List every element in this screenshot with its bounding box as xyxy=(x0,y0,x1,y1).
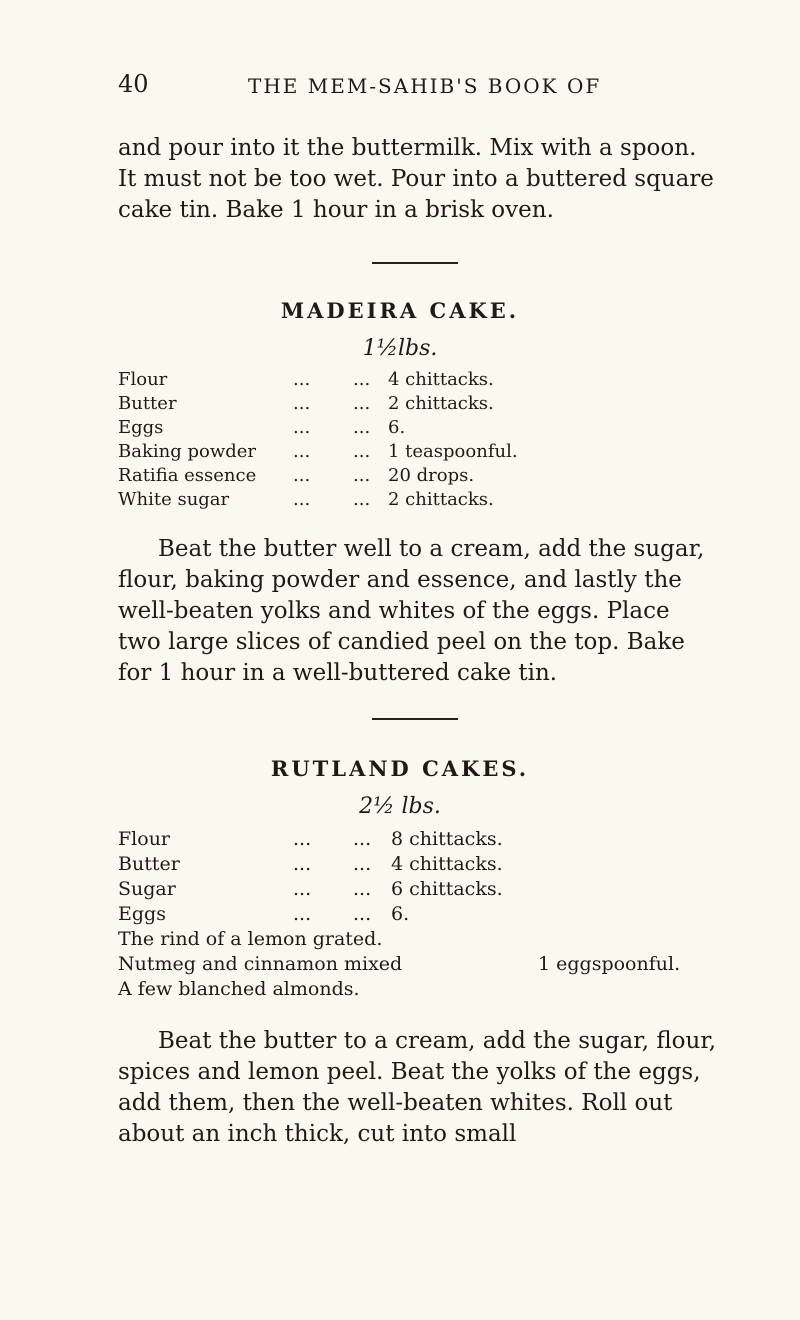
ingredient-quantity: 4 chittacks. xyxy=(391,853,503,875)
ingredient-quantity: 6. xyxy=(388,417,406,438)
ingredient-line xyxy=(118,928,738,953)
ingredient-row xyxy=(118,441,738,465)
intro-paragraph: and pour into it the buttermilk. Mix with a spoon. It must not be too wet. Pour into a buttered square cake tin. Bake 1 hour in a brisk oven. xyxy=(118,135,714,223)
ingredient-row xyxy=(118,853,738,878)
ingredient-row xyxy=(118,369,738,393)
leader-dots: ... xyxy=(353,853,372,875)
ingredient-name: White sugar xyxy=(118,489,230,510)
running-head: THE MEM-SAHIB'S BOOK OF xyxy=(248,74,602,98)
madeira-yield: 1½lbs. xyxy=(362,336,438,361)
ingredient-row xyxy=(118,393,738,417)
leader-dots: ... xyxy=(293,489,311,510)
madeira-title: MADEIRA CAKE. xyxy=(280,298,520,323)
ingredient-name: Eggs xyxy=(118,417,164,438)
leader-dots: ... xyxy=(293,441,311,462)
ingredient-name: Eggs xyxy=(118,903,166,925)
ingredient-row xyxy=(118,903,738,928)
ingredient-line xyxy=(118,978,738,1003)
rutland-yield: 2½ lbs. xyxy=(359,794,441,819)
ingredient-quantity: 8 chittacks. xyxy=(391,828,503,850)
leader-dots: ... xyxy=(353,903,372,925)
rutland-ingredient-list xyxy=(118,828,738,1003)
leader-dots: ... xyxy=(293,393,311,414)
ingredient-quantity: 2 chittacks. xyxy=(388,489,494,510)
ingredient-quantity: 6. xyxy=(391,903,410,925)
leader-dots: ... xyxy=(353,465,371,486)
ingredient-name: Baking powder xyxy=(118,441,257,462)
leader-dots: ... xyxy=(353,489,371,510)
leader-dots: ... xyxy=(293,465,311,486)
ingredient-quantity: 2 chittacks. xyxy=(388,393,494,414)
ingredient-quantity: 20 drops. xyxy=(388,465,475,486)
madeira-ingredient-list xyxy=(118,369,738,513)
ingredient-name: Butter xyxy=(118,393,177,414)
ingredient-row xyxy=(118,828,738,853)
ingredient-quantity: 1 eggspoonful. xyxy=(538,953,681,975)
page-number: 40 xyxy=(118,70,149,98)
leader-dots: ... xyxy=(293,878,312,900)
leader-dots: ... xyxy=(293,369,311,390)
page-header xyxy=(118,70,718,110)
ingredient-quantity: 1 teaspoonful. xyxy=(388,441,518,462)
leader-dots: ... xyxy=(353,369,371,390)
ingredient-name: Flour xyxy=(118,369,168,390)
leader-dots: ... xyxy=(353,417,371,438)
ingredient-quantity: 6 chittacks. xyxy=(391,878,503,900)
leader-dots: ... xyxy=(353,393,371,414)
rutland-method: Beat the butter to a cream, add the sugar, flour, spices and lemon peel. Beat the yolks of the eggs, add them, then the well-beaten whites. Roll out about an inch thick, cut into small xyxy=(118,1028,717,1147)
section-divider xyxy=(372,718,458,720)
ingredient-name: Butter xyxy=(118,853,180,875)
ingredient-text: A few blanched almonds. xyxy=(118,978,360,1000)
section-divider xyxy=(372,262,458,264)
leader-dots: ... xyxy=(293,853,312,875)
ingredient-name: Sugar xyxy=(118,878,176,900)
ingredient-text: Nutmeg and cinnamon mixed xyxy=(118,953,403,975)
ingredient-name: Flour xyxy=(118,828,171,850)
ingredient-name: Ratifia essence xyxy=(118,465,257,486)
ingredient-text: The rind of a lemon grated. xyxy=(118,928,383,950)
ingredient-line xyxy=(118,953,738,978)
madeira-method: Beat the butter well to a cream, add the sugar, flour, baking powder and essence, and lastly the well-beaten yolks and whites of the eggs. Place two large slices of candied peel on the top. Bake for 1 hour in a well-buttered cake tin. xyxy=(118,536,705,686)
leader-dots: ... xyxy=(293,828,312,850)
ingredient-row xyxy=(118,878,738,903)
ingredient-row xyxy=(118,465,738,489)
leader-dots: ... xyxy=(353,441,371,462)
rutland-title: RUTLAND CAKES. xyxy=(270,756,530,781)
ingredient-row xyxy=(118,489,738,513)
leader-dots: ... xyxy=(293,417,311,438)
leader-dots: ... xyxy=(353,828,372,850)
leader-dots: ... xyxy=(353,878,372,900)
leader-dots: ... xyxy=(293,903,312,925)
ingredient-quantity: 4 chittacks. xyxy=(388,369,494,390)
ingredient-row xyxy=(118,417,738,441)
